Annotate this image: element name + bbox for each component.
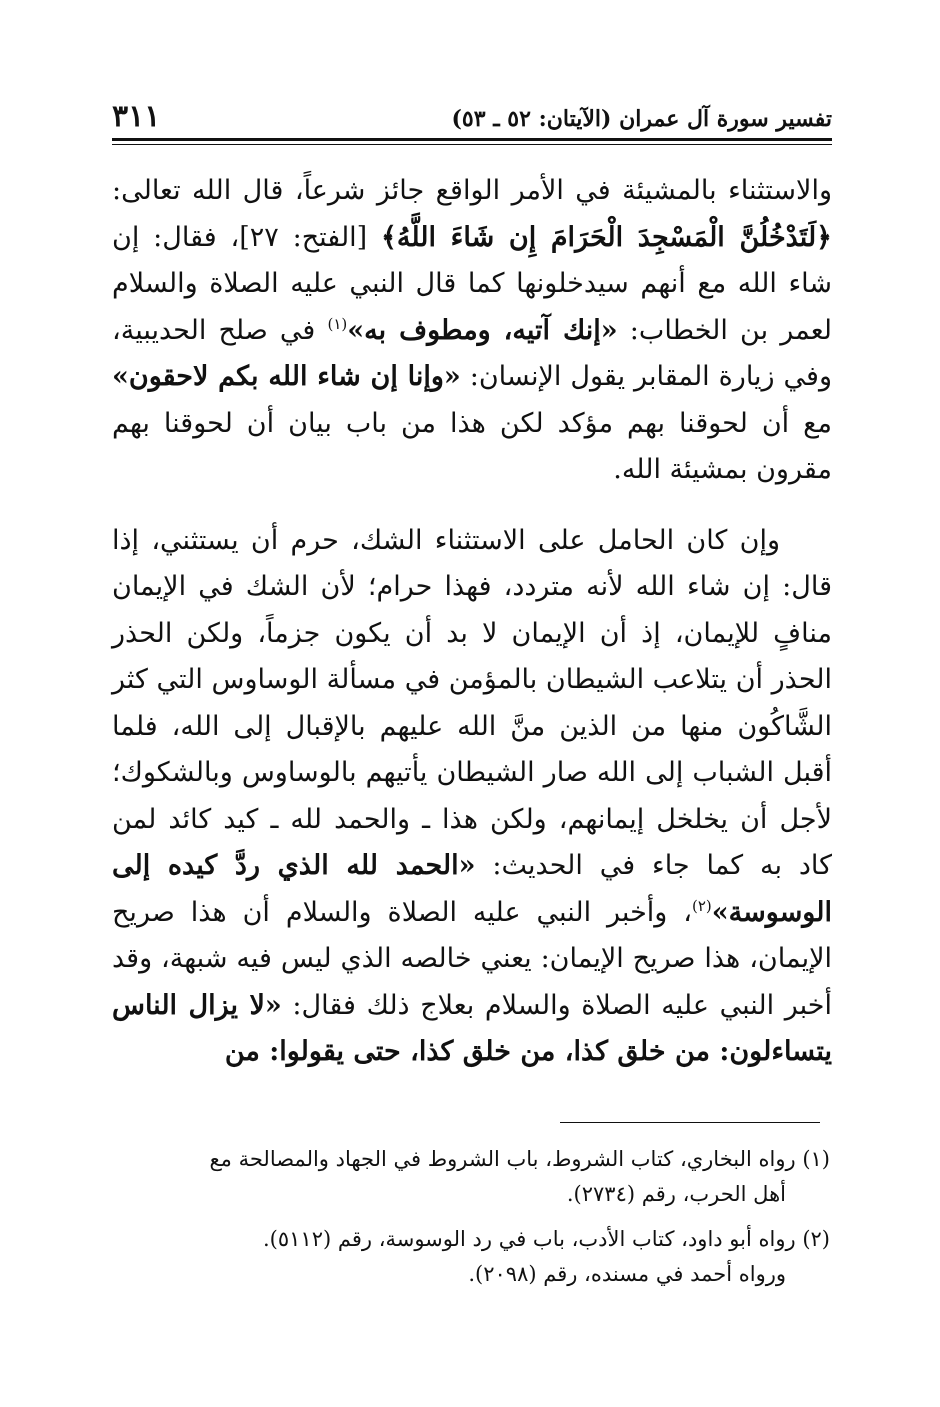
- footnote-line: [108, 1142, 830, 1177]
- hadith-quote: «وإنا إن شاء الله بكم لاحقون»: [112, 361, 461, 392]
- footnote-number: (٢): [802, 1227, 830, 1251]
- footnote-1: [108, 1142, 830, 1212]
- footnote-continuation: أهل الحرب، رقم (٢٧٣٤).: [566, 1182, 786, 1206]
- footnote-text: رواه أبو داود، كتاب الأدب، باب في رد الوسوسة، رقم (٥١١٢).: [263, 1227, 796, 1251]
- quran-verse: ﴿لَتَدْخُلُنَّ الْمَسْجِدَ الْحَرَامَ إِن شَاءَ اللَّهُ﴾: [381, 221, 832, 253]
- paragraph-1: [112, 168, 832, 494]
- text-segment: ، وأخبر النبي عليه الصلاة والسلام أن هذا صريح الإيمان، هذا صريح الإيمان: يعني خالصه الذي ليس فيه شبهة، وقد أخبر النبي عليه الصلاة والسلام بعلاج ذلك فقال:: [112, 896, 832, 1021]
- running-title: تفسير سورة آل عمران (الآيتان: ٥٢ ـ ٥٣): [451, 106, 832, 132]
- text-segment: مع أن لحوقنا بهم مؤكد لكن هذا من باب بيان أن لحوقنا بهم مقرون بمشيئة الله.: [112, 407, 832, 485]
- hadith-quote: «لا يزال الناس يتساءلون: من خلق كذا، من خلق كذا، حتى يقولوا: من: [112, 989, 832, 1067]
- footnote-2: [108, 1222, 830, 1292]
- text-segment: وإن كان الحامل على الاستثناء الشك، حرم أن يستثني، إذا قال: إن شاء الله لأنه متردد، فهذا حرام؛ لأن الشك في الإيمان منافٍ للإيمان، إذ أن الإيمان لا بد أن يكون جزماً، ولكن الحذر الحذر أن يتلاعب الشيطان بالمؤمن في مسألة الوساوس التي كثر الشَّاكُون منها من الذين منَّ الله عليهم بالإقبال إلى الله، فلما أقبل الشباب إلى الله صار الشيطان يأتيهم بالوساوس وبالشكوك؛ لأجل أن يخلخل إيمانهم، ولكن هذا ـ والحمد لله ـ كيد كائد لمن كاد به كما جاء في الحديث:: [112, 524, 832, 881]
- footnote-text: رواه البخاري، كتاب الشروط، باب الشروط في الجهاد والمصالحة مع: [209, 1147, 796, 1171]
- body-text: [112, 168, 832, 1076]
- page-number: ٣١١: [112, 99, 161, 134]
- text-segment: [الفتح: ٢٧]، فقال: إن شاء الله مع أنهم سيدخلونها كما قال النبي عليه الصلاة والسلام لعمر بن الخطاب:: [112, 221, 832, 346]
- running-header: [112, 86, 832, 136]
- hadith-quote: «الحمد لله الذي ردَّ كيده إلى الوسوسة»: [112, 850, 832, 928]
- text-segment: والاستثناء بالمشيئة في الأمر الواقع جائز شرعاً، قال الله تعالى:: [112, 175, 832, 206]
- footnote-ref-2: (٢): [691, 896, 712, 915]
- header-rule: [112, 138, 832, 141]
- hadith-quote: «إنك آتيه، ومطوف به»: [347, 314, 618, 346]
- footnote-line: [108, 1222, 830, 1257]
- paragraph-2: [112, 518, 832, 1076]
- header-rule-thin: [112, 144, 832, 145]
- footnotes: [108, 1142, 830, 1302]
- footnote-continuation: ورواه أحمد في مسنده، رقم (٢٠٩٨).: [468, 1262, 786, 1286]
- footnote-separator: [560, 1122, 820, 1123]
- footnote-number: (١): [802, 1147, 830, 1171]
- footnote-ref-1: (١): [327, 314, 348, 333]
- text-segment: في صلح الحديبية، وفي زيارة المقابر يقول الإنسان:: [112, 314, 832, 392]
